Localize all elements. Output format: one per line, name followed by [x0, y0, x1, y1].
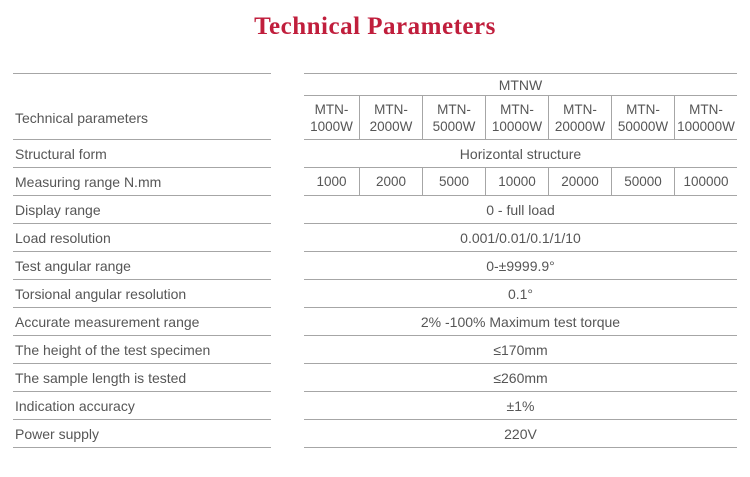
measuring-range-row: [304, 168, 737, 196]
value-specimen-height: ≤170mm: [304, 336, 737, 364]
value-power-supply: 220V: [304, 420, 737, 448]
row-label-power-supply: Power supply: [13, 420, 271, 448]
measuring-range-value: 10000: [485, 168, 548, 195]
value-test-angular-range: 0-±9999.9°: [304, 252, 737, 280]
measuring-range-value: 1000: [316, 174, 347, 189]
measuring-range-value: 50000: [611, 168, 674, 195]
row-label-measuring-range: Measuring range N.mm: [13, 168, 271, 196]
value-column: [304, 73, 737, 448]
series-header: MTNW: [304, 73, 737, 96]
model-name: MTN-20000W: [548, 96, 611, 139]
page-title: Technical Parameters: [254, 13, 496, 40]
row-label-specimen-height: The height of the test specimen: [13, 336, 271, 364]
measuring-range-value: 100000: [674, 168, 737, 195]
value-sample-length: ≤260mm: [304, 364, 737, 392]
value-torsional-angular-resolution: 0.1°: [304, 280, 737, 308]
label-column-header: Technical parameters: [13, 73, 271, 140]
value-structural-form: Horizontal structure: [304, 140, 737, 168]
measuring-range-value: 20000: [548, 168, 611, 195]
row-label-structural-form: Structural form: [13, 140, 271, 168]
model-name: MTN-2000W: [359, 96, 422, 139]
label-column: [13, 73, 271, 448]
row-label-accurate-measurement-range: Accurate measurement range: [13, 308, 271, 336]
value-display-range: 0 - full load: [304, 196, 737, 224]
row-label-test-angular-range: Test angular range: [13, 252, 271, 280]
value-accurate-measurement-range: 2% -100% Maximum test torque: [304, 308, 737, 336]
row-label-sample-length: The sample length is tested: [13, 364, 271, 392]
row-label-torsional-angular-resolution: Torsional angular resolution: [13, 280, 271, 308]
model-name: MTN-10000W: [485, 96, 548, 139]
value-load-resolution: 0.001/0.01/0.1/1/10: [304, 224, 737, 252]
measuring-range-value: 2000: [359, 168, 422, 195]
model-header-row: [304, 96, 737, 140]
value-indication-accuracy: ±1%: [304, 392, 737, 420]
model-name: MTN-100000W: [674, 96, 737, 139]
row-label-load-resolution: Load resolution: [13, 224, 271, 252]
model-name: MTN-50000W: [611, 96, 674, 139]
model-name: MTN-5000W: [422, 96, 485, 139]
model-name: MTN-1000W: [310, 101, 353, 134]
row-label-indication-accuracy: Indication accuracy: [13, 392, 271, 420]
measuring-range-value: 5000: [422, 168, 485, 195]
row-label-display-range: Display range: [13, 196, 271, 224]
